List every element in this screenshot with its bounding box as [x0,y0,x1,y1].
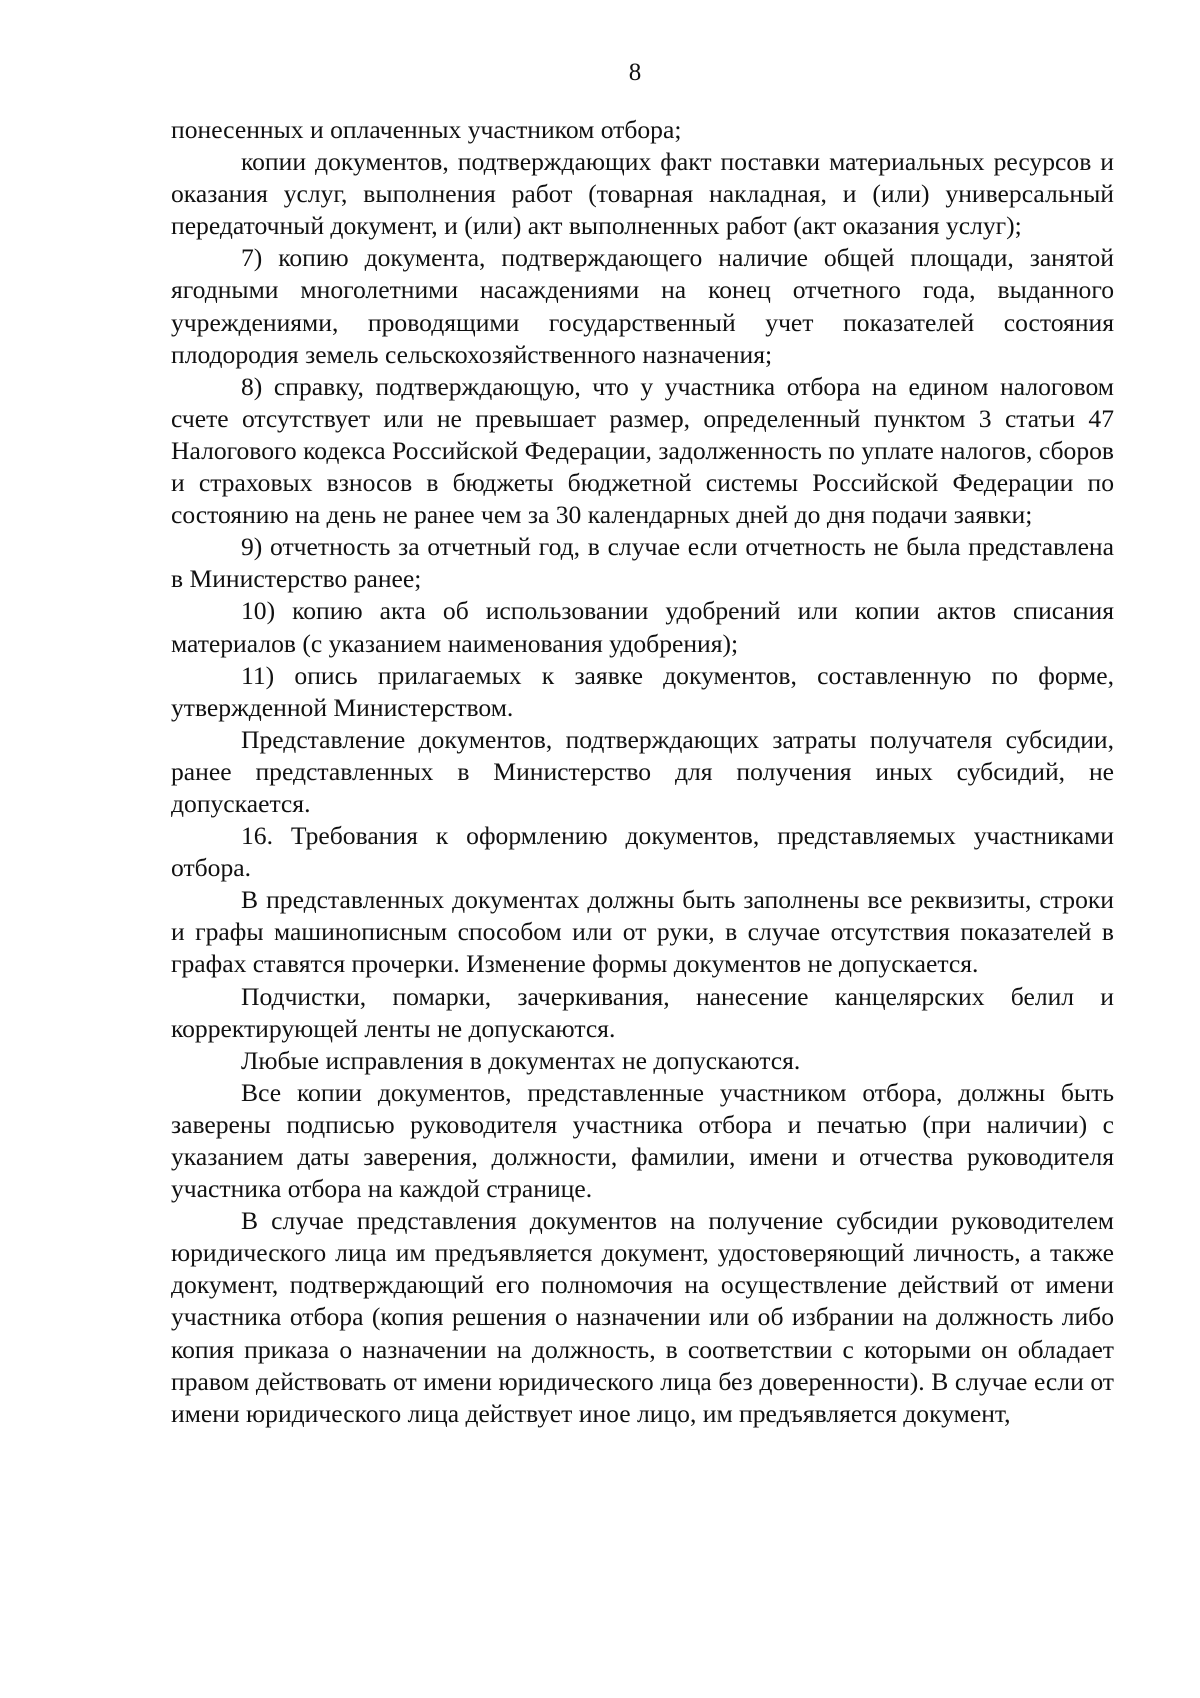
paragraph-item-11: 11) опись прилагаемых к заявке документов, составленную по форме, утвержденной Министерством. [171,660,1114,722]
paragraph-certified-copies: Все копии документов, представленные участником отбора, должны быть заверены подписью руководителя участника отбора и печатью (при наличии) с указанием даты заверения, должности, фамилии, имени и отчества руководителя участника отбора на каждой странице. [171,1077,1114,1204]
paragraph-no-corrections: Любые исправления в документах не допускаются. [241,1045,801,1075]
paragraph-item-9: 9) отчетность за отчетный год, в случае если отчетность не была представлена в Министерство ранее; [171,532,1114,594]
paragraph-cost-documents: Представление документов, подтверждающих затраты получателя субсидии, ранее представленных в Министерство для получения иных субсидий, не допускается. [171,724,1114,818]
paragraph-no-erasures: Подчистки, помарки, зачеркивания, нанесение канцелярских белил и корректирующей ленты не допускаются. [171,981,1114,1043]
paragraph-item-10: 10) копию акта об использовании удобрений или копии актов списания материалов (с указанием наименования удобрения); [171,596,1114,658]
paragraph-item-7: 7) копию документа, подтверждающего наличие общей площади, занятой ягодными многолетними насаждениями на конец отчетного года, выданного учреждениями, проводящими государственный учет показателей состояния плодородия земель сельскохозяйственного назначения; [171,243,1114,369]
document-body [171,114,1114,1430]
page-number: 8 [628,59,642,86]
paragraph-section-16: 16. Требования к оформлению документов, представляемых участниками отбора. [171,821,1114,883]
paragraph-representative-documents: В случае представления документов на получение субсидии руководителем юридического лица им предъявляется документ, удостоверяющий личность, а также документ, подтверждающий его полномочия на осуществление действий от имени участника отбора (копия решения о назначении или об избрании на должность либо копия приказа о назначении на должность, в соответствии с которыми он обладает правом действовать от имени юридического лица без доверенности). В случае если от имени юридического лица действует иное лицо, им предъявляется документ, [171,1206,1114,1428]
paragraph-continuation: понесенных и оплаченных участником отбора; [171,115,682,144]
paragraph-item-8: 8) справку, подтверждающую, что у участника отбора на едином налоговом счете отсутствует или не превышает размер, определенный пунктом 3 статьи 47 Налогового кодекса Российской Федерации, задолженность по уплате налогов, сборов и страховых взносов в бюджеты бюджетной системы Российской Федерации по состоянию на день не ранее чем за 30 календарных дней до дня подачи заявки; [171,371,1114,530]
paragraph-fill-requirements: В представленных документах должны быть заполнены все реквизиты, строки и графы машинописным способом или от руки, в случае отсутствия показателей в графах ставятся прочерки. Изменение формы документов не допускается. [171,885,1114,979]
paragraph-document-copies: копии документов, подтверждающих факт поставки материальных ресурсов и оказания услуг, выполнения работ (товарная накладная, и (или) универсальный передаточный документ, и (или) акт выполненных работ (акт оказания услуг); [171,147,1114,241]
